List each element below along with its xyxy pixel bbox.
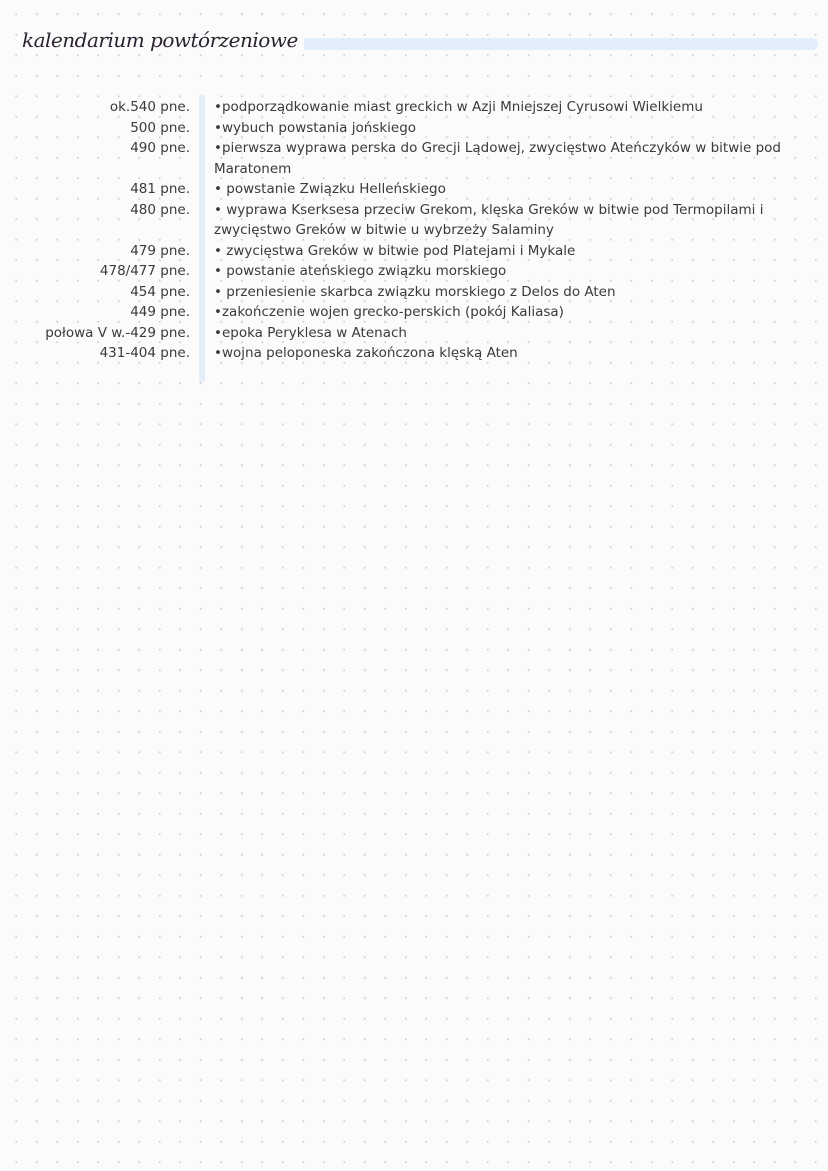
entry-date: 454 pne. — [130, 283, 190, 300]
entry-text: •zakończenie wojen grecko-perskich (pokój Kaliasa) — [214, 304, 564, 320]
timeline-entry — [0, 179, 828, 200]
entry-text: • wyprawa Kserksesa przeciw Grekom, klęska Greków w bitwie pod Termopilami i zwycięstwo Greków w bitwie u wybrzeży Salaminy — [214, 201, 764, 238]
timeline-entry — [0, 241, 828, 262]
entry-text: • powstanie Związku Helleńskiego — [214, 181, 446, 197]
timeline-entry — [0, 343, 828, 364]
entry-text: •wojna peloponeska zakończona klęską Aten — [214, 345, 518, 361]
entry-date: 480 pne. — [130, 201, 190, 218]
timeline-list — [0, 97, 828, 364]
entry-text: •podporządkowanie miast greckich w Azji Mniejszej Cyrusowi Wielkiemu — [214, 99, 703, 115]
entry-text: • powstanie ateńskiego związku morskiego — [214, 263, 507, 279]
timeline-entry — [0, 302, 828, 323]
entry-date: 449 pne. — [130, 304, 190, 320]
entry-text: •pierwsza wyprawa perska do Grecji Lądowej, zwycięstwo Ateńczyków w bitwie pod Maratonem — [214, 140, 781, 177]
entry-text: •epoka Peryklesa w Atenach — [214, 324, 407, 341]
entry-text: •wybuch powstania jońskiego — [214, 119, 417, 136]
entry-date: 481 pne. — [130, 181, 190, 197]
timeline-entry — [0, 97, 828, 118]
timeline-entry — [0, 138, 828, 179]
entry-date: połowa V w.-429 pne. — [45, 324, 190, 341]
entry-date: 478/477 pne. — [99, 263, 190, 279]
header — [22, 28, 818, 58]
entry-date: 500 pne. — [130, 119, 190, 136]
entry-text: • przeniesienie skarbca związku morskiego z Delos do Aten — [214, 283, 616, 300]
entry-date: 479 pne. — [130, 242, 190, 259]
timeline-entry — [0, 261, 828, 282]
timeline-entry — [0, 200, 828, 241]
entry-date: 490 pne. — [130, 140, 190, 156]
title-highlight-bar — [272, 38, 818, 50]
timeline-entry — [0, 118, 828, 139]
timeline-entry — [0, 323, 828, 344]
entry-date: ok.540 pne. — [109, 99, 190, 115]
entry-text: • zwycięstwa Greków w bitwie pod Platejami i Mykale — [214, 242, 576, 259]
entry-date: 431-404 pne. — [99, 345, 190, 361]
timeline-entry — [0, 282, 828, 303]
page-title: kalendarium powtórzeniowe — [22, 28, 304, 52]
